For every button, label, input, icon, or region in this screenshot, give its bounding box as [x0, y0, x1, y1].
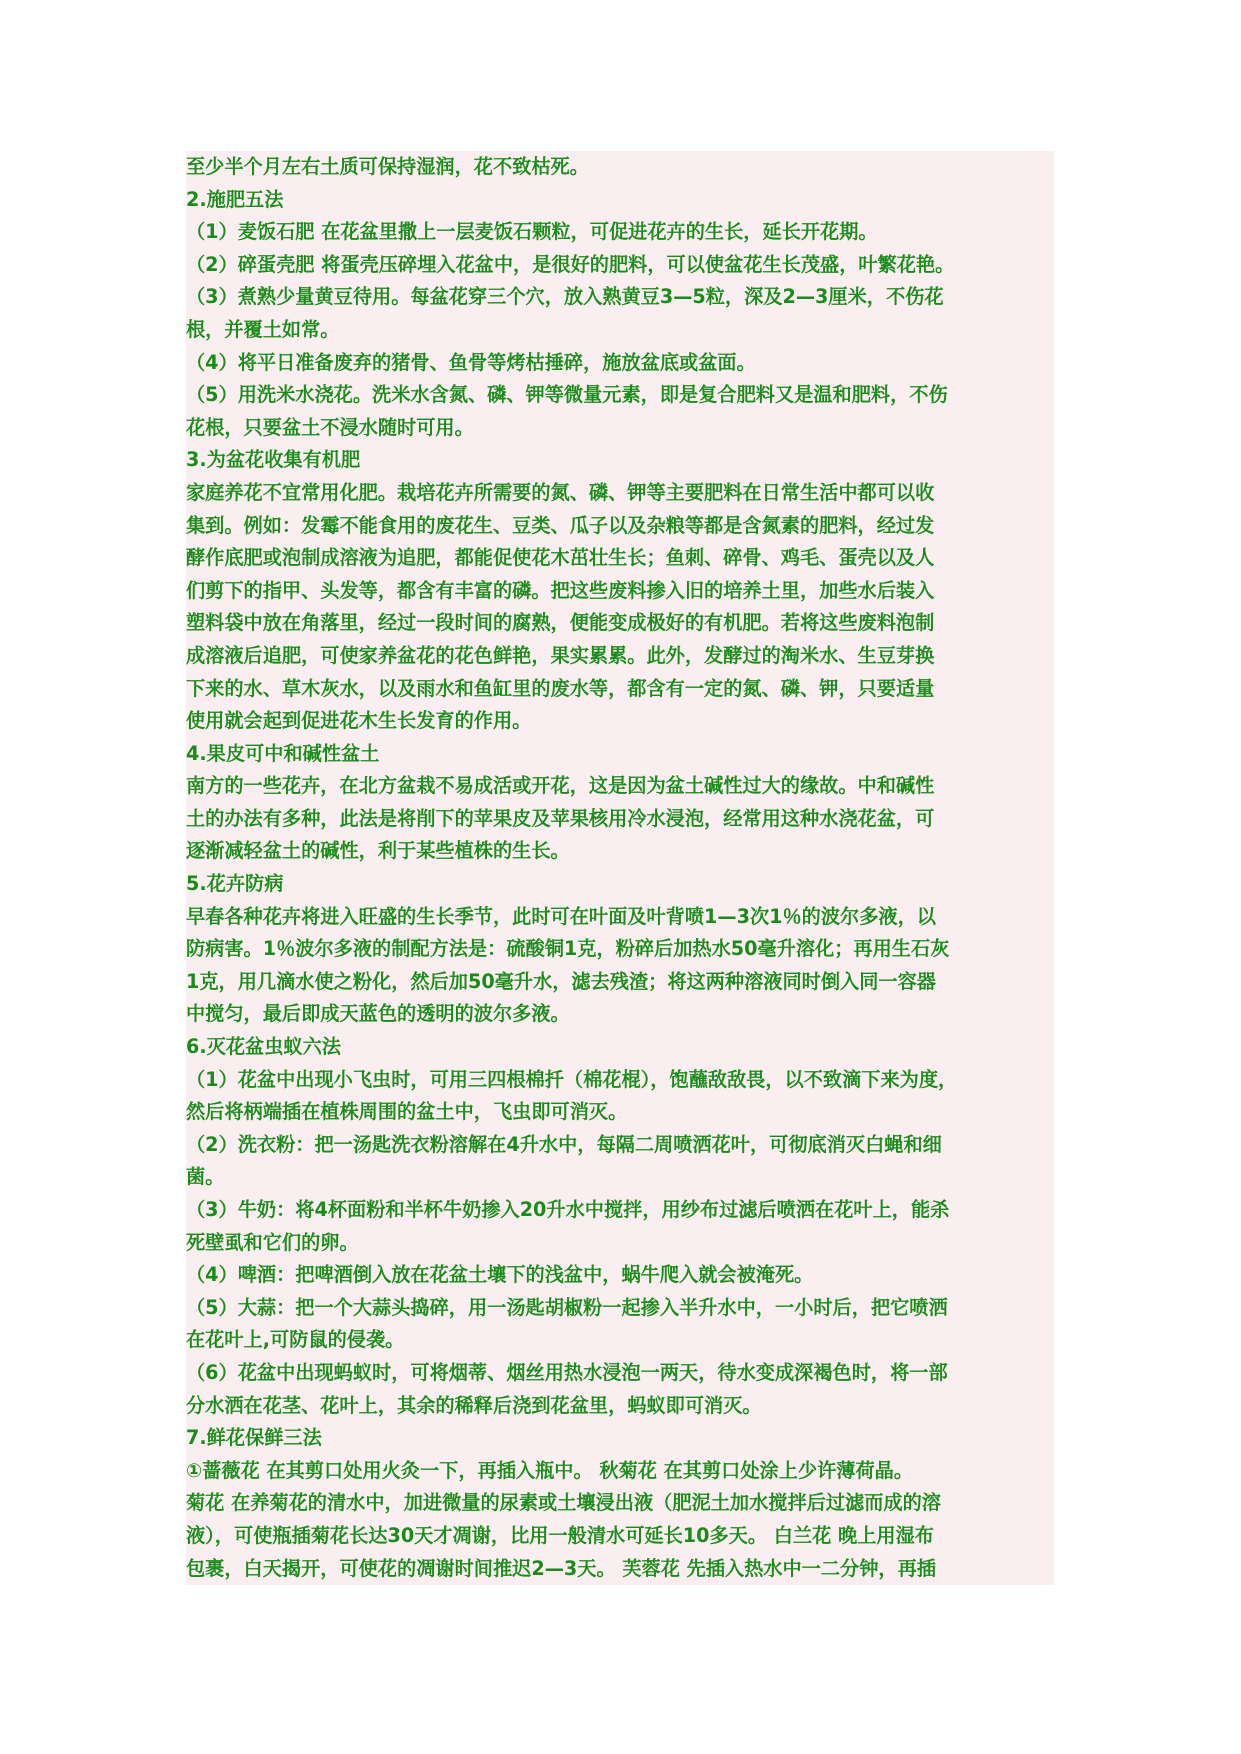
text-line: （4）啤酒：把啤酒倒入放在花盆土壤下的浅盆中，蜗牛爬入就会被淹死。 [186, 1259, 1054, 1292]
text-line: 防病害。1％波尔多液的制配方法是：硫酸铜1克，粉碎后加热水50毫升溶化；再用生石灰 [186, 933, 1054, 966]
text-line: 花根，只要盆土不浸水随时可用。 [186, 412, 1054, 445]
text-line: （1）花盆中出现小飞虫时，可用三四根棉扦（棉花棍），饱蘸敌敌畏，以不致滴下来为度， [186, 1064, 1054, 1097]
text-line: 3.为盆花收集有机肥 [186, 444, 1054, 477]
text-line: （1）麦饭石肥 在花盆里撒上一层麦饭石颗粒，可促进花卉的生长，延长开花期。 [186, 216, 1054, 249]
text-line: 至少半个月左右土质可保持湿润，花不致枯死。 [186, 151, 1054, 184]
text-line: （2）碎蛋壳肥 将蛋壳压碎埋入花盆中，是很好的肥料，可以使盆花生长茂盛，叶繁花艳。 [186, 249, 1054, 282]
text-line: 7.鲜花保鲜三法 [186, 1422, 1054, 1455]
text-line: 菌。 [186, 1161, 1054, 1194]
text-line: 然后将柄端插在植株周围的盆土中，飞虫即可消灭。 [186, 1096, 1054, 1129]
text-line: 土的办法有多种，此法是将削下的苹果皮及苹果核用冷水浸泡，经常用这种水浇花盆，可 [186, 803, 1054, 836]
document-body [186, 151, 1054, 1585]
text-line: （6）花盆中出现蚂蚁时，可将烟蒂、烟丝用热水浸泡一两天，待水变成深褐色时，将一部 [186, 1357, 1054, 1390]
text-line: 液），可使瓶插菊花长达30天才凋谢，比用一般清水可延长10多天。 白兰花 晚上用湿布 [186, 1520, 1054, 1553]
text-line: 使用就会起到促进花木生长发育的作用。 [186, 705, 1054, 738]
text-line: 下来的水、草木灰水，以及雨水和鱼缸里的废水等，都含有一定的氮、磷、钾，只要适量 [186, 673, 1054, 706]
text-line: 菊花 在养菊花的清水中，加进微量的尿素或土壤浸出液（肥泥土加水搅拌后过滤而成的溶 [186, 1487, 1054, 1520]
text-line: 在花叶上,可防鼠的侵袭。 [186, 1324, 1054, 1357]
text-line: 死壁虱和它们的卵。 [186, 1227, 1054, 1260]
text-line: 5.花卉防病 [186, 868, 1054, 901]
text-line: 根，并覆土如常。 [186, 314, 1054, 347]
text-line: 们剪下的指甲、头发等，都含有丰富的磷。把这些废料掺入旧的培养土里，加些水后装入 [186, 575, 1054, 608]
text-line: ①蔷薇花 在其剪口处用火灸一下，再插入瓶中。 秋菊花 在其剪口处涂上少许薄荷晶。 [186, 1455, 1054, 1488]
text-line: 酵作底肥或泡制成溶液为追肥，都能促使花木茁壮生长；鱼刺、碎骨、鸡毛、蛋壳以及人 [186, 542, 1054, 575]
text-line: （2）洗衣粉：把一汤匙洗衣粉溶解在4升水中，每隔二周喷洒花叶，可彻底消灭白蝇和细 [186, 1129, 1054, 1162]
text-line: （5）大蒜：把一个大蒜头捣碎，用一汤匙胡椒粉一起掺入半升水中，一小时后，把它喷洒 [186, 1292, 1054, 1325]
text-line: 成溶液后追肥，可使家养盆花的花色鲜艳，果实累累。此外，发酵过的淘米水、生豆芽换 [186, 640, 1054, 673]
text-line: 中搅匀，最后即成天蓝色的透明的波尔多液。 [186, 998, 1054, 1031]
text-line: 6.灭花盆虫蚁六法 [186, 1031, 1054, 1064]
text-line: 塑料袋中放在角落里，经过一段时间的腐熟，便能变成极好的有机肥。若将这些废料泡制 [186, 607, 1054, 640]
text-line: 早春各种花卉将进入旺盛的生长季节，此时可在叶面及叶背喷1—3次1％的波尔多液，以 [186, 901, 1054, 934]
text-line: 分水洒在花茎、花叶上，其余的稀释后浇到花盆里，蚂蚁即可消灭。 [186, 1390, 1054, 1423]
text-line: 1克，用几滴水使之粉化，然后加50毫升水，滤去残渣；将这两种溶液同时倒入同一容器 [186, 966, 1054, 999]
text-line: 南方的一些花卉，在北方盆栽不易成活或开花，这是因为盆土碱性过大的缘故。中和碱性 [186, 770, 1054, 803]
text-line: 包裹，白天揭开，可使花的凋谢时间推迟2—3天。 芙蓉花 先插入热水中一二分钟，再插 [186, 1553, 1054, 1586]
text-line: 2.施肥五法 [186, 184, 1054, 217]
text-line: （5）用洗米水浇花。洗米水含氮、磷、钾等微量元素，即是复合肥料又是温和肥料，不伤 [186, 379, 1054, 412]
text-line: 集到。例如：发霉不能食用的废花生、豆类、瓜子以及杂粮等都是含氮素的肥料，经过发 [186, 510, 1054, 543]
text-line: 家庭养花不宜常用化肥。栽培花卉所需要的氮、磷、钾等主要肥料在日常生活中都可以收 [186, 477, 1054, 510]
text-line: 逐渐减轻盆土的碱性，利于某些植株的生长。 [186, 835, 1054, 868]
text-line: 4.果皮可中和碱性盆土 [186, 738, 1054, 771]
text-line: （3）煮熟少量黄豆待用。每盆花穿三个穴，放入熟黄豆3—5粒，深及2—3厘米，不伤花 [186, 281, 1054, 314]
text-line: （4）将平日准备废弃的猪骨、鱼骨等烤枯捶碎，施放盆底或盆面。 [186, 347, 1054, 380]
text-line: （3）牛奶：将4杯面粉和半杯牛奶掺入20升水中搅拌，用纱布过滤后喷洒在花叶上，能杀 [186, 1194, 1054, 1227]
